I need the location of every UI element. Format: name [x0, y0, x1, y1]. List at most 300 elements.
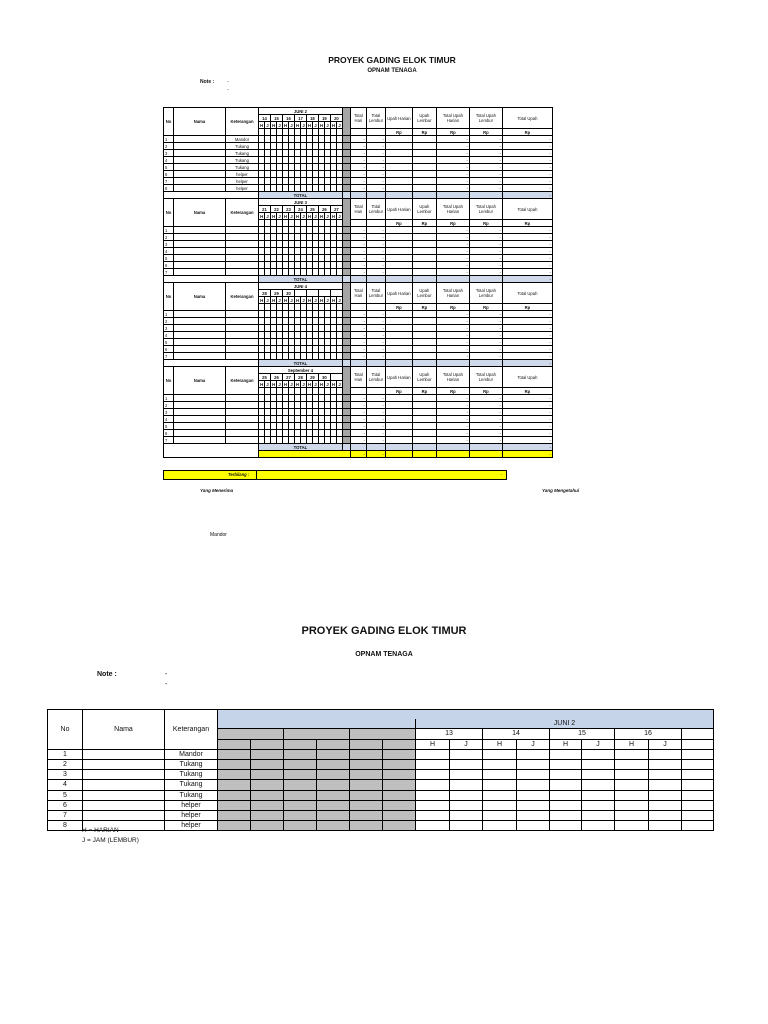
row-nama [174, 234, 226, 241]
spacer-cell [342, 185, 350, 192]
row-nama [174, 423, 226, 430]
hj-header-h: H [272, 213, 276, 219]
total-upah-value: - [502, 332, 552, 339]
row-nama [174, 430, 226, 437]
row-keterangan [226, 395, 259, 402]
upah-lembur-value [412, 171, 436, 178]
blank-attendance-cell [284, 759, 317, 769]
rp-label: Rp [469, 220, 502, 227]
row-keterangan [226, 430, 259, 437]
header-total-upah-harian: Total Upah Harian [436, 108, 469, 129]
blank-attendance-cell [317, 821, 350, 831]
header-keterangan: Keterangan [226, 367, 259, 395]
row-no: 4 [164, 332, 174, 339]
hj-header-j: J [314, 213, 317, 219]
blank-attendance-cell [317, 770, 350, 780]
blank-attendance-cell [383, 810, 416, 820]
total-upah-lembur-sum [469, 192, 502, 199]
total-hari-value: - [350, 143, 366, 150]
total-lembur-value: - [366, 234, 385, 241]
row-no: 5 [164, 255, 174, 262]
row-no: 1 [164, 311, 174, 318]
day-header [330, 290, 342, 297]
upah-lembur-sum [412, 360, 436, 367]
hj-header-h: H [308, 297, 312, 303]
total-upah-lembur-value: - [469, 395, 502, 402]
total-upah-lembur-value: - [469, 255, 502, 262]
total-hari-sum [350, 360, 366, 367]
row-no: 1 [164, 227, 174, 234]
total-upah-harian-value: - [436, 311, 469, 318]
total-upah-value: - [502, 423, 552, 430]
attendance-cell [649, 759, 682, 769]
total-hari-value: - [350, 409, 366, 416]
total-lembur-value: - [366, 241, 385, 248]
spacer-column [342, 108, 350, 136]
upah-lembur-value [412, 353, 436, 360]
spacer-cell [342, 143, 350, 150]
rp-blank [366, 388, 385, 395]
blank-hj-header [284, 739, 317, 749]
row-no: 1 [48, 749, 83, 759]
day-header [294, 290, 306, 297]
attendance-cell [649, 749, 682, 759]
hj-header-j: J [302, 122, 305, 128]
day-header: 22 [270, 206, 282, 213]
upah-harian-sum [385, 276, 412, 283]
attendance-cell [517, 821, 550, 831]
total-row-blank [164, 192, 259, 199]
total-hari-value: - [350, 423, 366, 430]
hj-header-j: J [290, 381, 293, 387]
attendance-cell [582, 821, 615, 831]
upah-lembur-sum [412, 192, 436, 199]
total-upah-harian-value: - [436, 318, 469, 325]
row-no: 3 [164, 150, 174, 157]
row-keterangan [226, 269, 259, 276]
upah-lembur-value [412, 255, 436, 262]
total-hari-value: - [350, 171, 366, 178]
total-upah-value: - [502, 339, 552, 346]
upah-harian-value [385, 164, 412, 171]
hj-subcell [337, 129, 343, 136]
header-total-upah: Total Upah [502, 367, 552, 388]
upah-harian-value [385, 171, 412, 178]
day-header [306, 290, 318, 297]
total-upah-value: - [502, 353, 552, 360]
hj-header-j: J [649, 739, 682, 749]
blank-attendance-cell [251, 821, 284, 831]
total-upah-value: - [502, 185, 552, 192]
row-keterangan [226, 325, 259, 332]
row-nama [174, 416, 226, 423]
row-nama [83, 810, 165, 820]
attendance-cell [450, 749, 483, 759]
spacer-cell [342, 430, 350, 437]
row-nama [174, 150, 226, 157]
attendance-cell [550, 790, 582, 800]
attendance-cell [550, 780, 582, 790]
total-hari-value: - [350, 262, 366, 269]
upah-harian-value [385, 339, 412, 346]
header-no: No [164, 367, 174, 395]
total-upah-lembur-sum [469, 276, 502, 283]
upah-lembur-sum [412, 444, 436, 451]
day-header: 19 [318, 115, 330, 122]
row-no: 7 [164, 178, 174, 185]
total-upah-harian-sum [436, 444, 469, 451]
total-label: TOTAL [259, 444, 343, 451]
hj-header-h: H [320, 122, 324, 128]
upah-lembur-value [412, 234, 436, 241]
upah-lembur-value [412, 178, 436, 185]
row-no: 8 [48, 821, 83, 831]
upah-harian-value [385, 423, 412, 430]
blank-attendance-cell [251, 749, 284, 759]
attendance-cell [483, 759, 517, 769]
hj-header-j: J [266, 122, 269, 128]
blank-attendance-cell [251, 780, 284, 790]
total-lembur-sum [366, 192, 385, 199]
blank-attendance-cell [383, 749, 416, 759]
header-total-upah: Total Upah [502, 199, 552, 220]
attendance-cell [582, 749, 615, 759]
total-hari-value: - [350, 241, 366, 248]
header-total-hari: Total Hari [350, 283, 366, 304]
blank-attendance-cell [218, 759, 251, 769]
hj-header-h: H [320, 213, 324, 219]
header-nama: Nama [174, 199, 226, 227]
total-upah-lembur-value: - [469, 241, 502, 248]
upah-harian-value [385, 178, 412, 185]
rp-blank [350, 220, 366, 227]
hj-header-h: H [260, 381, 264, 387]
spacer-cell [342, 423, 350, 430]
total-upah-value: - [502, 164, 552, 171]
total-upah-value: - [502, 143, 552, 150]
upah-lembur-value [412, 430, 436, 437]
total-hari-value: - [350, 430, 366, 437]
total-lembur-value: - [366, 416, 385, 423]
upah-harian-sum [385, 360, 412, 367]
total-lembur-sum [366, 444, 385, 451]
row-keterangan: Tukang [165, 790, 218, 800]
upah-lembur-value [412, 248, 436, 255]
header-upah-lembur: Upah Lembur [412, 283, 436, 304]
attendance-cell [582, 810, 615, 820]
blank-attendance-cell [251, 770, 284, 780]
total-upah-lembur-value: - [469, 143, 502, 150]
row-nama [174, 143, 226, 150]
blank-attendance-cell [284, 810, 317, 820]
attendance-cell [450, 821, 483, 831]
row-keterangan: Tukang [165, 780, 218, 790]
day-header: 25 [259, 374, 271, 381]
blank-attendance-cell [383, 800, 416, 810]
header-keterangan: Keterangan [226, 283, 259, 311]
attendance-cell [416, 749, 450, 759]
hj-header-j: J [338, 122, 341, 128]
total-hari-value: - [350, 402, 366, 409]
total-upah-lembur-value: - [469, 164, 502, 171]
header-total-upah-lembur: Total Upah Lembur [469, 199, 502, 220]
total-upah-lembur-value: - [469, 157, 502, 164]
receiver-label: Yang Menerima [200, 488, 234, 493]
total-lembur-sum [366, 276, 385, 283]
total-lembur-value: - [366, 332, 385, 339]
row-no: 6 [164, 430, 174, 437]
attendance-cell [517, 790, 550, 800]
day-header: 29 [306, 374, 318, 381]
attendance-cell [682, 810, 714, 820]
row-no: 5 [164, 164, 174, 171]
blank-day-header [218, 729, 284, 739]
total-upah-lembur-value: - [469, 346, 502, 353]
hj-header-h: H [296, 213, 300, 219]
day-header: 15 [270, 115, 282, 122]
total-lembur-value: - [366, 325, 385, 332]
header-nama: Nama [83, 710, 165, 750]
day-header: 14 [483, 729, 550, 739]
row-no: 2 [48, 759, 83, 769]
day-header: 30 [318, 374, 330, 381]
attendance-cell [682, 759, 714, 769]
rp-blank [350, 304, 366, 311]
rp-blank [366, 129, 385, 136]
hj-header-h: H [331, 297, 336, 303]
total-hari-value: - [350, 178, 366, 185]
upah-lembur-value [412, 332, 436, 339]
header-total-hari: Total Hari [350, 367, 366, 388]
big-table [47, 709, 714, 831]
total-hari-value: - [350, 416, 366, 423]
upah-harian-value [385, 255, 412, 262]
upah-lembur-value [412, 262, 436, 269]
spacer-column [342, 283, 350, 311]
header-upah-harian: Upah Harian [385, 108, 412, 129]
header-upah-lembur: Upah Lembur [412, 199, 436, 220]
attendance-cell [582, 770, 615, 780]
hj-header-h: H [331, 213, 336, 219]
total-upah-value: - [502, 178, 552, 185]
total-upah-harian-value: - [436, 178, 469, 185]
rp-label: Rp [412, 388, 436, 395]
row-nama [174, 269, 226, 276]
total-lembur-value: - [366, 255, 385, 262]
hj-header-h: H [260, 297, 264, 303]
blank-attendance-cell [251, 810, 284, 820]
spacer-cell [342, 332, 350, 339]
row-keterangan: Tukang [226, 157, 259, 164]
upah-lembur-value [412, 437, 436, 444]
attendance-cell [416, 800, 450, 810]
total-upah-lembur-value: - [469, 402, 502, 409]
total-upah-harian-value: - [436, 423, 469, 430]
spacer-cell [342, 157, 350, 164]
attendance-cell [550, 821, 582, 831]
hj-header-h: H [296, 122, 300, 128]
total-lembur-value: - [366, 185, 385, 192]
total-hari-value: - [350, 157, 366, 164]
page2-subtitle: OPNAM TENAGA [355, 651, 413, 658]
total-hari-value: - [350, 346, 366, 353]
opnam-daily-table [47, 709, 714, 831]
row-keterangan [226, 318, 259, 325]
blank-attendance-cell [218, 780, 251, 790]
row-keterangan [226, 227, 259, 234]
day-header: 30 [282, 290, 294, 297]
row-keterangan [226, 416, 259, 423]
hj-header-j: J [278, 297, 281, 303]
row-nama [174, 241, 226, 248]
total-upah-harian-value: - [436, 402, 469, 409]
upah-harian-sum [385, 444, 412, 451]
spacer-cell [342, 339, 350, 346]
row-no: 6 [164, 171, 174, 178]
total-lembur-value: - [366, 248, 385, 255]
total-lembur-value: - [366, 346, 385, 353]
total-upah-harian-value: - [436, 269, 469, 276]
total-upah-lembur-value: - [469, 248, 502, 255]
upah-harian-value [385, 402, 412, 409]
total-lembur-value: - [366, 353, 385, 360]
total-lembur-value: - [366, 136, 385, 143]
hj-header-h: H [296, 297, 300, 303]
header-total-lembur: Total Lembur [366, 367, 385, 388]
terbilang-label: Terbilang : [228, 472, 250, 477]
spacer-cell [342, 353, 350, 360]
total-upah-lembur-value: - [469, 227, 502, 234]
blank-attendance-cell [383, 770, 416, 780]
blank-attendance-cell [218, 810, 251, 820]
header-upah-harian: Upah Harian [385, 283, 412, 304]
blank-attendance-cell [317, 749, 350, 759]
attendance-cell [416, 810, 450, 820]
row-nama [83, 770, 165, 780]
grand-total-upah-harian [385, 451, 412, 458]
row-nama [174, 325, 226, 332]
total-upah-lembur-value: - [469, 325, 502, 332]
total-upah-value: - [502, 234, 552, 241]
row-keterangan: Mandor [226, 136, 259, 143]
hj-header-j: J [326, 213, 329, 219]
attendance-cell [550, 759, 582, 769]
total-upah-harian-value: - [436, 227, 469, 234]
hj-header-h: H [308, 213, 312, 219]
row-nama [174, 409, 226, 416]
total-upah-harian-value: - [436, 437, 469, 444]
total-lembur-value: - [366, 150, 385, 157]
upah-harian-value [385, 416, 412, 423]
hj-header-j: J [266, 381, 269, 387]
blank-attendance-cell [284, 749, 317, 759]
total-lembur-value: - [366, 430, 385, 437]
row-nama [174, 318, 226, 325]
total-upah-sum: - [502, 276, 552, 283]
total-upah-lembur-sum [469, 360, 502, 367]
spacer-cell [342, 325, 350, 332]
total-upah-harian-sum [436, 192, 469, 199]
month-band-left [218, 719, 416, 729]
total-row-blank [164, 276, 259, 283]
total-hari-value: - [350, 437, 366, 444]
total-upah-harian-value: - [436, 150, 469, 157]
mandor-signature-label: Mandor [210, 532, 227, 538]
attendance-cell [682, 749, 714, 759]
total-upah-harian-value: - [436, 171, 469, 178]
rp-label: Rp [502, 388, 552, 395]
total-lembur-value: - [366, 171, 385, 178]
row-no: 3 [48, 770, 83, 780]
rp-label: Rp [385, 304, 412, 311]
total-upah-harian-sum [436, 360, 469, 367]
spacer-total [342, 444, 350, 451]
total-upah-value: - [502, 416, 552, 423]
spacer-cell [342, 164, 350, 171]
header-total-upah-lembur: Total Upah Lembur [469, 367, 502, 388]
grand-total-lembur: - [366, 451, 385, 458]
upah-harian-value [385, 234, 412, 241]
row-keterangan: helper [226, 185, 259, 192]
spacer-cell [342, 437, 350, 444]
attendance-cell [517, 800, 550, 810]
rp-label: Rp [412, 220, 436, 227]
total-lembur-value: - [366, 423, 385, 430]
total-hari-value: - [350, 269, 366, 276]
total-upah-lembur-value: - [469, 136, 502, 143]
attendance-cell [682, 800, 714, 810]
terbilang-value: - [500, 472, 502, 477]
total-hari-value: - [350, 353, 366, 360]
upah-harian-value [385, 185, 412, 192]
hj-header-h: H [260, 213, 264, 219]
total-lembur-value: - [366, 227, 385, 234]
upah-harian-value [385, 269, 412, 276]
hj-header-j: J [338, 213, 341, 219]
total-hari-value: - [350, 395, 366, 402]
hj-header-j: J [314, 122, 317, 128]
row-no: 7 [48, 810, 83, 820]
upah-lembur-value [412, 269, 436, 276]
page1-subtitle: OPNAM TENAGA [367, 68, 417, 74]
day-header: 26 [270, 374, 282, 381]
attendance-cell [649, 780, 682, 790]
hj-header-j: J [278, 213, 281, 219]
hj-header-h: H [416, 739, 450, 749]
spacer-cell [342, 318, 350, 325]
attendance-cell [483, 810, 517, 820]
header-nama: Nama [174, 108, 226, 136]
rp-label: Rp [502, 220, 552, 227]
row-no: 2 [164, 234, 174, 241]
attendance-cell [550, 810, 582, 820]
hj-header-j: J [302, 213, 305, 219]
grand-total-bar [259, 451, 351, 458]
total-hari-value: - [350, 227, 366, 234]
total-upah-value: - [502, 325, 552, 332]
hj-header-j: J [338, 297, 341, 303]
row-nama [174, 171, 226, 178]
upah-lembur-value [412, 241, 436, 248]
total-upah-harian-sum [436, 276, 469, 283]
upah-harian-value [385, 157, 412, 164]
row-no: 4 [164, 157, 174, 164]
rp-blank [350, 129, 366, 136]
total-upah-harian-value: - [436, 262, 469, 269]
spacer-cell [342, 269, 350, 276]
rp-label: Rp [502, 304, 552, 311]
page2-note-line-2: - [165, 681, 168, 688]
